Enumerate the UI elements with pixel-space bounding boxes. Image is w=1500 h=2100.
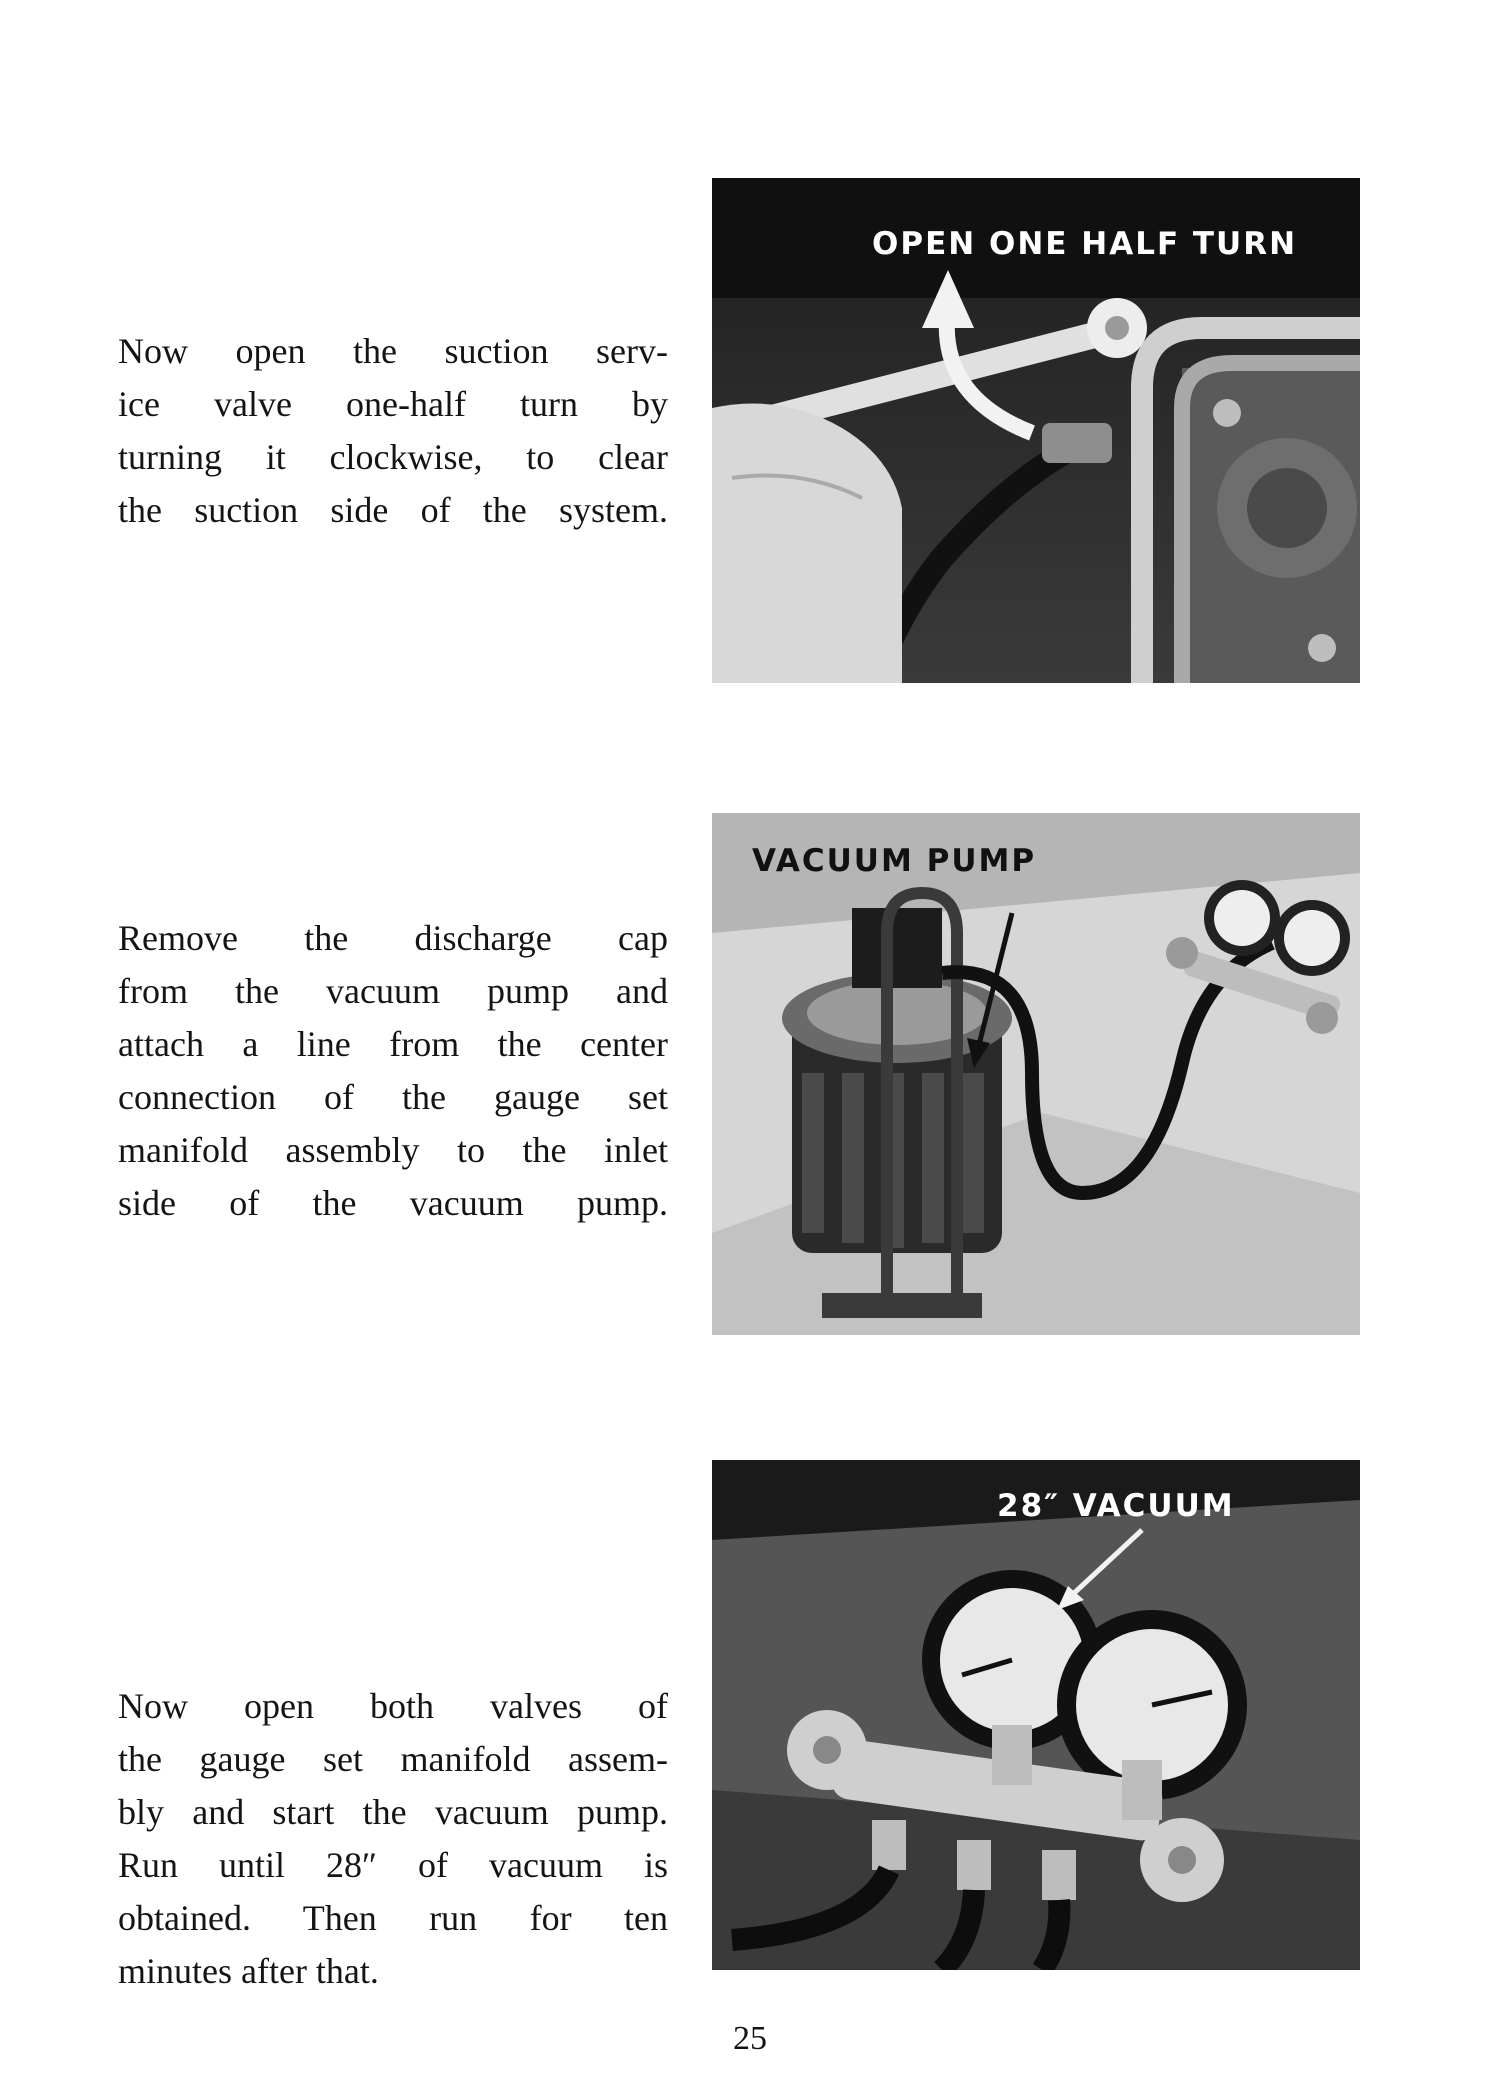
photo-caption: VACUUM PUMP (752, 843, 1037, 879)
paragraph-open-both-valves (118, 1680, 668, 1998)
photo-caption: 28″ VACUUM (997, 1488, 1235, 1524)
text-line: Now open both valves of (118, 1686, 668, 1726)
photo-illustration (712, 813, 1360, 1335)
text-line: ice valve one-half turn by (118, 384, 668, 424)
text-line: from the vacuum pump and (118, 971, 668, 1011)
photo-suction-valve-wrench (712, 178, 1360, 683)
text-line: connection of the gauge set (118, 1077, 668, 1117)
text-line: minutes after that. (118, 1951, 379, 1991)
text-line: bly and start the vacuum pump. (118, 1792, 668, 1832)
photo-caption: OPEN ONE HALF TURN (872, 226, 1298, 262)
text-line: turning it clockwise, to clear (118, 437, 668, 477)
paragraph-open-suction-valve (118, 325, 668, 537)
page-number: 25 (733, 2020, 767, 2057)
text-line: the gauge set manifold assem- (118, 1739, 668, 1779)
text-line: Remove the discharge cap (118, 918, 668, 958)
text-line: attach a line from the center (118, 1024, 668, 1064)
photo-gauge-set-28-vacuum (712, 1460, 1360, 1970)
text-line: Run until 28″ of vacuum is (118, 1845, 668, 1885)
text-line: obtained. Then run for ten (118, 1898, 668, 1938)
text-line: side of the vacuum pump. (118, 1183, 668, 1223)
photo-illustration (712, 1460, 1360, 1970)
paragraph-remove-discharge-cap (118, 912, 668, 1230)
text-line: manifold assembly to the inlet (118, 1130, 668, 1170)
text-line: the suction side of the system. (118, 490, 668, 530)
photo-vacuum-pump (712, 813, 1360, 1335)
text-line: Now open the suction serv- (118, 331, 668, 371)
